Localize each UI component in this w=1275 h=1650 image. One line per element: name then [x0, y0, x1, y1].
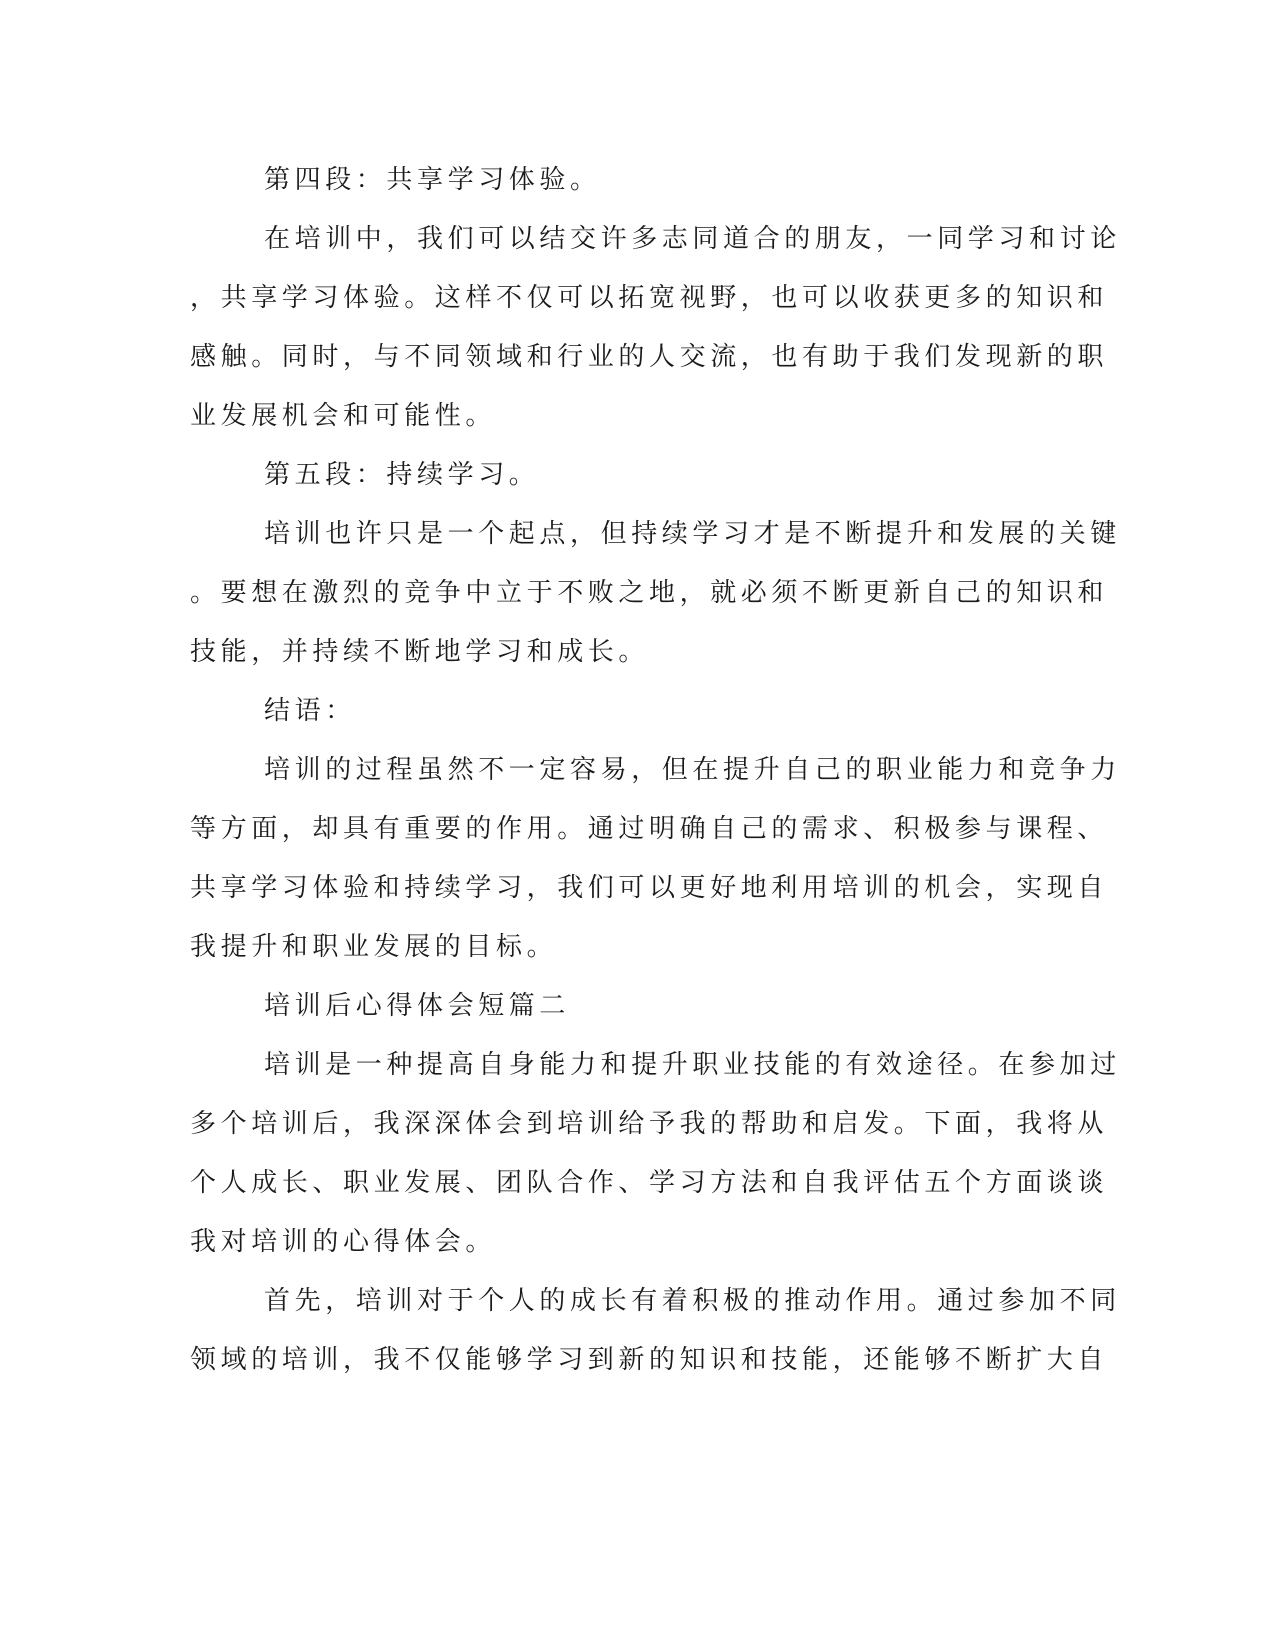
section-heading: 第四段：共享学习体验。 — [264, 165, 601, 195]
paragraph-line: 首先，培训对于个人的成长有着积极的推动作用。通过参加不同 — [264, 1286, 1121, 1316]
paragraph-line: 培训是一种提高自身能力和提升职业技能的有效途径。在参加过 — [264, 1050, 1121, 1080]
paragraph-line: 领域的培训，我不仅能够学习到新的知识和技能，还能够不断扩大自 — [190, 1345, 1109, 1375]
paragraph-line: 我提升和职业发展的目标。 — [190, 932, 558, 962]
section-heading: 第五段：持续学习。 — [264, 460, 540, 490]
paragraph-line: 培训的过程虽然不一定容易，但在提升自己的职业能力和竞争力 — [264, 755, 1121, 785]
paragraph-line: 培训也许只是一个起点，但持续学习才是不断提升和发展的关键 — [264, 519, 1121, 549]
paragraph-line: ，共享学习体验。这样不仅可以拓宽视野，也可以收获更多的知识和 — [190, 283, 1109, 313]
paragraph-line: 业发展机会和可能性。 — [190, 401, 497, 431]
paragraph-line: 技能，并持续不断地学习和成长。 — [190, 637, 650, 667]
paragraph-line: 感触。同时，与不同领域和行业的人交流，也有助于我们发现新的职 — [190, 342, 1109, 372]
section-heading: 结语： — [264, 696, 356, 726]
paragraph-line: 。要想在激烈的竞争中立于不败之地，就必须不断更新自己的知识和 — [190, 578, 1109, 608]
paragraph-line: 我对培训的心得体会。 — [190, 1227, 497, 1257]
document-subtitle: 培训后心得体会短篇二 — [264, 991, 571, 1021]
paragraph-line: 在培训中，我们可以结交许多志同道合的朋友，一同学习和讨论 — [264, 224, 1121, 254]
paragraph-line: 共享学习体验和持续学习，我们可以更好地利用培训的机会，实现自 — [190, 873, 1109, 903]
paragraph-line: 个人成长、职业发展、团队合作、学习方法和自我评估五个方面谈谈 — [190, 1168, 1109, 1198]
paragraph-line: 多个培训后，我深深体会到培训给予我的帮助和启发。下面，我将从 — [190, 1109, 1109, 1139]
paragraph-line: 等方面，却具有重要的作用。通过明确自己的需求、积极参与课程、 — [190, 814, 1109, 844]
